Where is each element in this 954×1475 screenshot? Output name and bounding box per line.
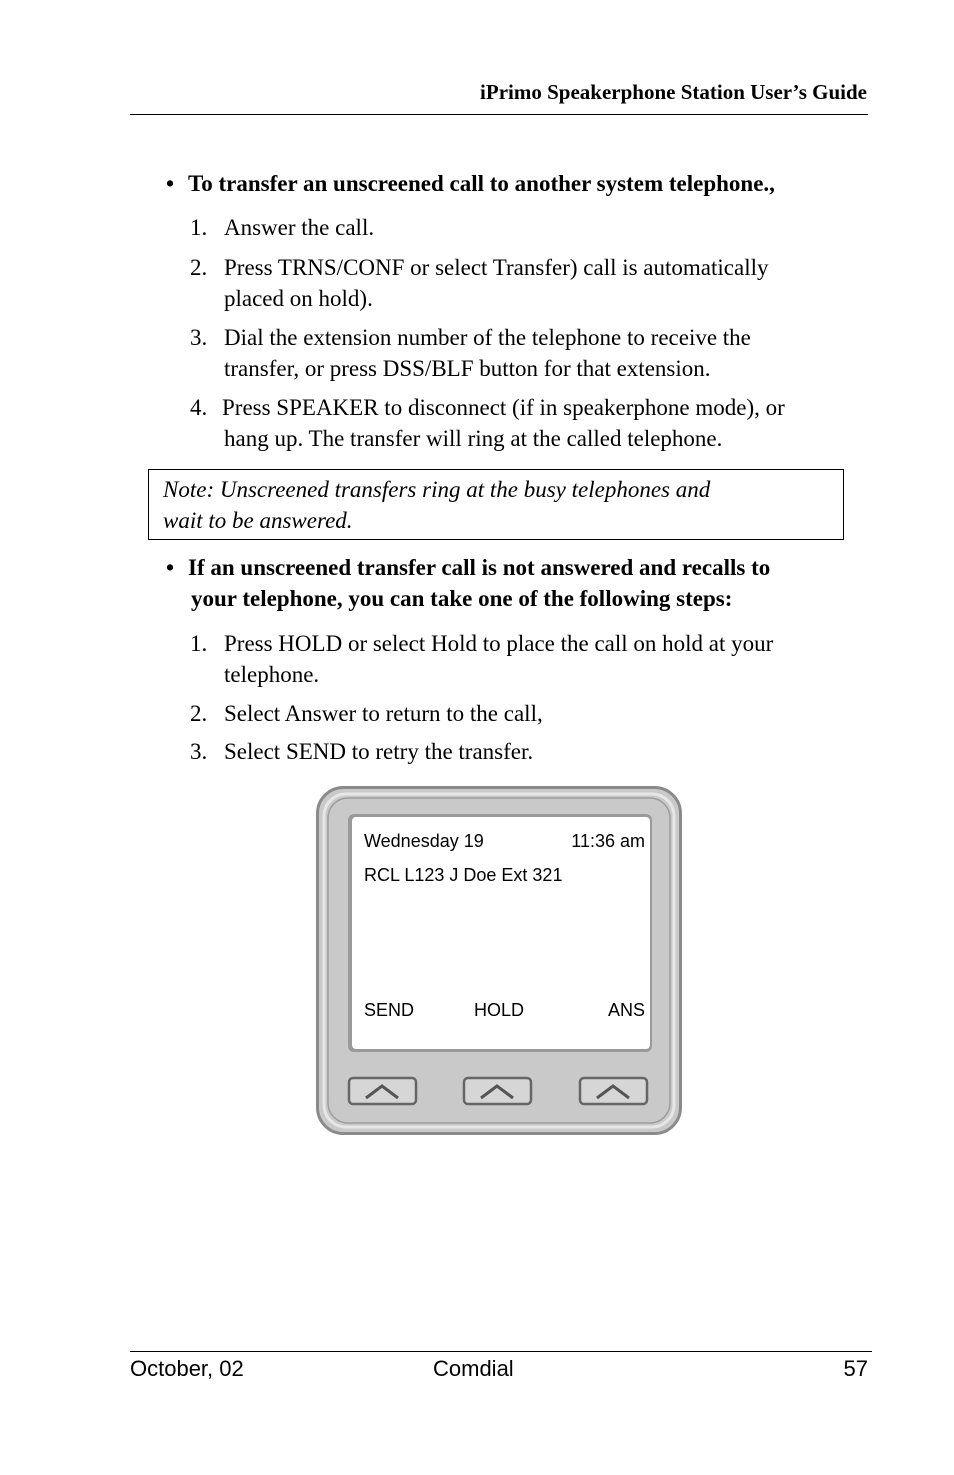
step-text: Select SEND to retry the transfer. [224,739,534,764]
step-text: Press SPEAKER to disconnect (if in speakerphone mode), or [222,395,785,420]
step-number: 3. [190,739,208,764]
step-number: 1. [190,215,208,240]
phone-display-illustration [316,786,682,1136]
footer-company: Comdial [433,1356,514,1381]
list-item [190,698,543,729]
step-text-continued: placed on hold). [224,286,373,311]
list-item [190,252,769,314]
step-text-continued: hang up. The transfer will ring at the called telephone. [224,426,723,451]
lcd-day: Wednesday 19 [364,831,484,851]
step-text: Press HOLD or select Hold to place the call on hold at your [224,631,774,656]
note-line: wait to be answered. [163,508,353,533]
step-text: Press TRNS/CONF or select Transfer) call is automatically [224,255,769,280]
footer-date: October, 02 [130,1356,244,1381]
note-text [163,474,823,536]
note-box [148,469,844,540]
step-text-continued: transfer, or press DSS/BLF button for that extension. [224,356,711,381]
list-item [190,628,773,690]
list-item [190,212,374,243]
section2-heading-text-continued: your telephone, you can take one of the following steps: [191,586,733,611]
softkey-label-ans: ANS [607,1000,645,1020]
page-header-title: iPrimo Speakerphone Station User’s Guide [480,80,867,104]
step-number: 2. [190,255,208,280]
footer-divider [130,1351,872,1352]
softkey-send-button[interactable] [349,1078,416,1104]
note-line: Note: Unscreened transfers ring at the busy telephones and [163,477,711,502]
list-item [190,392,785,454]
step-number: 3. [190,325,208,350]
softkey-label-send: SEND [364,1000,415,1020]
bullet-marker: • [166,555,175,580]
step-number: 1. [190,631,208,656]
bullet-marker: • [166,171,175,196]
softkey-hold-button[interactable] [464,1078,531,1104]
step-text: Answer the call. [224,215,375,240]
section1-heading [166,168,775,199]
softkey-label-hold: HOLD [474,1000,525,1020]
list-item [190,736,533,767]
section2-heading-text: If an unscreened transfer call is not answered and recalls to [188,555,771,580]
section1-heading-text: To transfer an unscreened call to another system telephone., [188,171,775,196]
list-item [190,322,751,384]
lcd-time: 11:36 am [571,831,645,851]
footer-page-number: 57 [843,1356,868,1381]
step-number: 4. [190,395,208,420]
lcd-call-info: RCL L123 J Doe Ext 321 [364,865,563,885]
step-number: 2. [190,701,208,726]
softkey-ans-button[interactable] [580,1078,647,1104]
section2-heading [166,552,771,614]
step-text: Select Answer to return to the call, [224,701,543,726]
header-divider [130,114,868,115]
step-text: Dial the extension number of the telephone to receive the [224,325,751,350]
step-text-continued: telephone. [224,662,320,687]
